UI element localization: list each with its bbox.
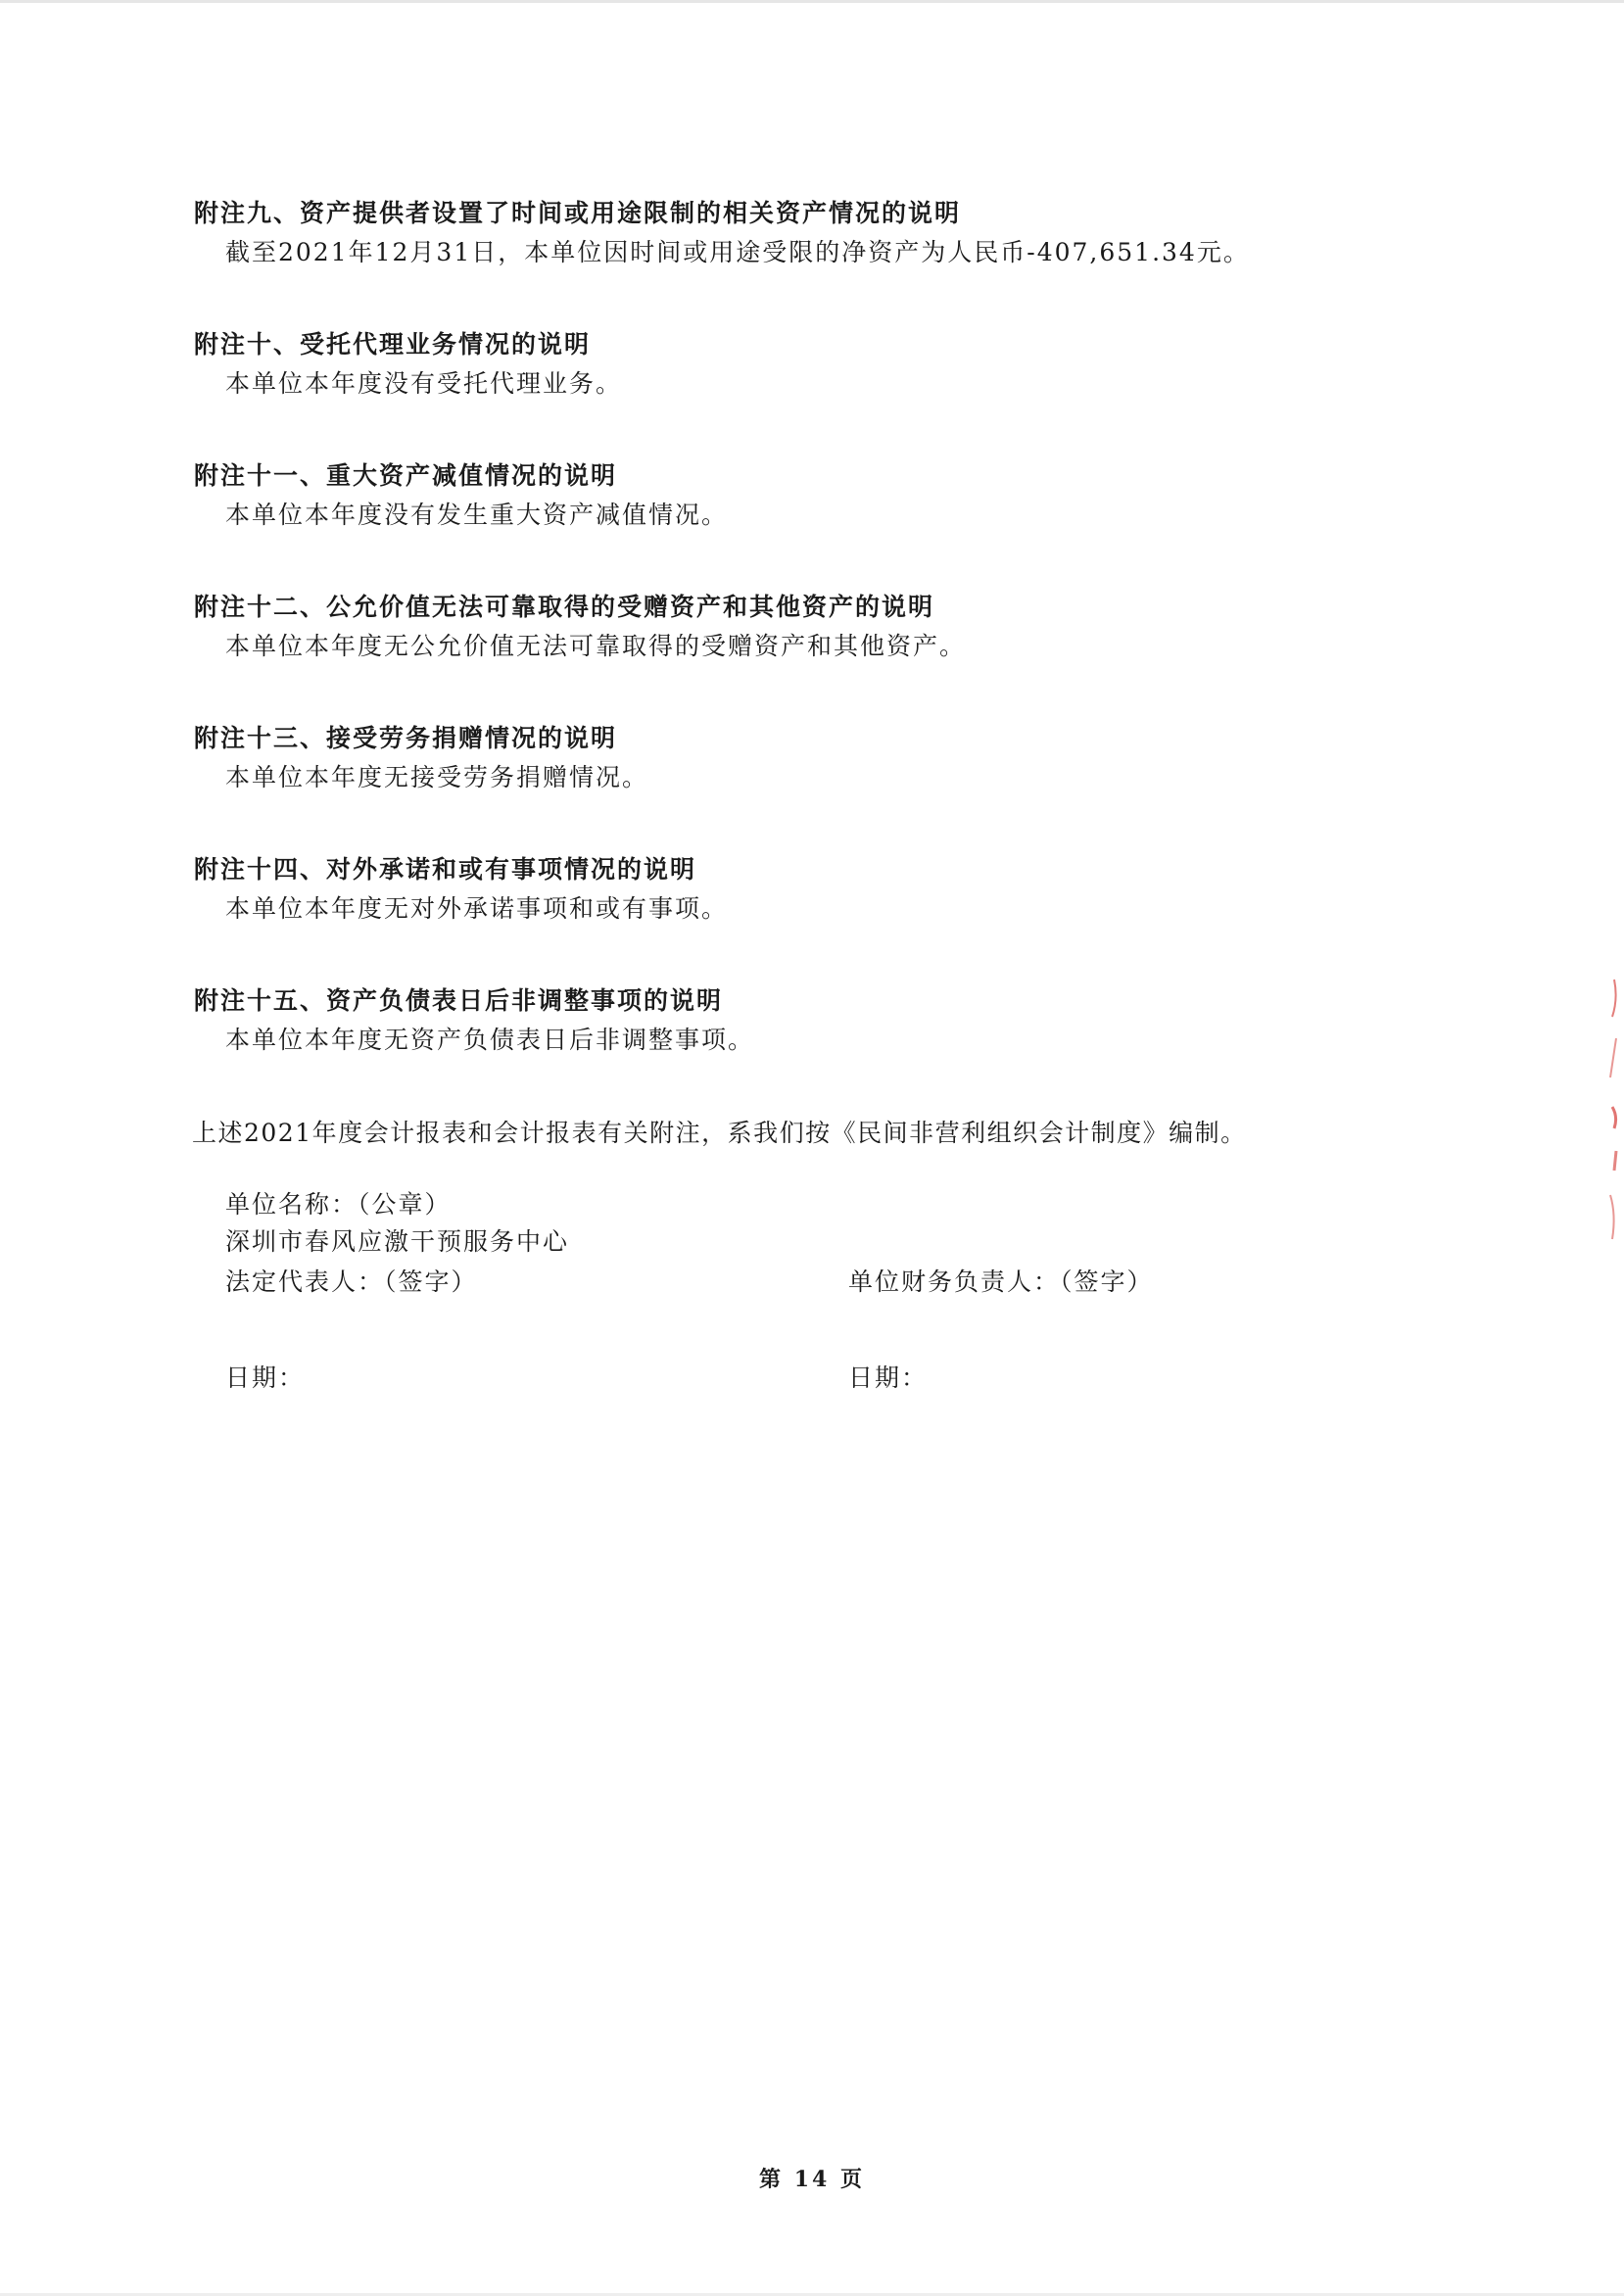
- note-13: [194, 719, 1467, 797]
- date-label-left: 日期：: [225, 1363, 306, 1392]
- date-label-right: 日期：: [848, 1363, 929, 1392]
- preparation-statement: 上述2021年度会计报表和会计报表有关附注，系我们按《民间非营利组织会计制度》编制。: [192, 1119, 1247, 1147]
- note-12: [194, 588, 1467, 666]
- note-body: 本单位本年度没有发生重大资产减值情况。: [225, 501, 729, 529]
- note-title: 附注十三、接受劳务捐赠情况的说明: [194, 724, 618, 752]
- note-14: [194, 850, 1467, 929]
- unit-name-label: 单位名称：（公章）: [225, 1190, 452, 1219]
- note-11: [194, 456, 1467, 535]
- note-title: 附注十二、公允价值无法可靠取得的受赠资产和其他资产的说明: [194, 593, 935, 621]
- note-9: [194, 194, 1467, 272]
- note-title: 附注十、受托代理业务情况的说明: [194, 330, 592, 359]
- note-10: [194, 325, 1467, 404]
- notes-section: [194, 194, 1467, 1113]
- note-body: 本单位本年度无接受劳务捐赠情况。: [225, 763, 649, 791]
- note-body: 截至2021年12月31日，本单位因时间或用途受限的净资产为人民币-407,651.34元。: [225, 238, 1250, 266]
- scan-top-edge: [0, 0, 1624, 3]
- note-body: 本单位本年度无资产负债表日后非调整事项。: [225, 1026, 755, 1054]
- note-title: 附注十四、对外承诺和或有事项情况的说明: [194, 855, 697, 884]
- seal-edge-stamp: [1606, 970, 1624, 1264]
- finance-head-label: 单位财务负责人：（签字）: [848, 1268, 1154, 1296]
- unit-name: 深圳市春风应激干预服务中心: [225, 1227, 570, 1256]
- legal-representative-label: 法定代表人：（签字）: [225, 1268, 478, 1296]
- note-body: 本单位本年度没有受托代理业务。: [225, 369, 623, 398]
- note-title: 附注十五、资产负债表日后非调整事项的说明: [194, 986, 724, 1015]
- note-title: 附注十一、重大资产减值情况的说明: [194, 461, 618, 490]
- note-title: 附注九、资产提供者设置了时间或用途限制的相关资产情况的说明: [194, 199, 962, 227]
- note-body: 本单位本年度无公允价值无法可靠取得的受赠资产和其他资产。: [225, 632, 967, 660]
- note-body: 本单位本年度无对外承诺事项和或有事项。: [225, 894, 729, 923]
- page-number: 第 14 页: [759, 2167, 865, 2192]
- note-15: [194, 981, 1467, 1060]
